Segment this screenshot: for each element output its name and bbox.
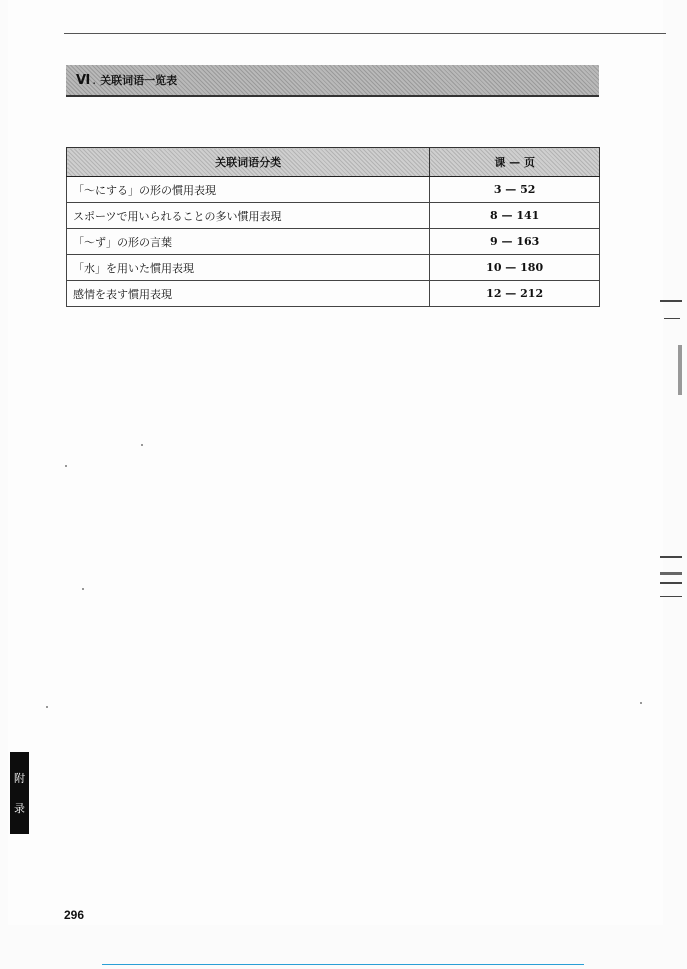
- document-page: [8, 0, 663, 925]
- scan-edge-mark: [660, 572, 682, 575]
- section-title: 关联词语一览表: [100, 74, 178, 87]
- section-banner: [66, 65, 599, 97]
- scan-edge-mark: [678, 345, 682, 395]
- table-row: [67, 255, 600, 281]
- table-row: [67, 203, 600, 229]
- index-table: [66, 147, 600, 307]
- section-separator: .: [92, 73, 97, 87]
- category-cell: 感情を表す慣用表現: [67, 281, 430, 307]
- scan-speck: [65, 465, 67, 467]
- scan-speck: [141, 444, 143, 446]
- table-row: [67, 229, 600, 255]
- table-row: [67, 177, 600, 203]
- table-header-row: [67, 148, 600, 177]
- side-tab-char: 录: [14, 802, 25, 815]
- column-header-page: 课 — 页: [430, 148, 600, 177]
- category-cell: 「〜にする」の形の慣用表現: [67, 177, 430, 203]
- side-tab-char: 附: [14, 772, 25, 785]
- scan-edge-mark: [660, 596, 682, 597]
- scan-edge-mark: [660, 556, 682, 558]
- column-header-category: 关联词语分类: [67, 148, 430, 177]
- category-cell: スポーツで用いられることの多い慣用表現: [67, 203, 430, 229]
- page-number: 296: [64, 908, 85, 922]
- scan-edge-mark: [660, 582, 682, 584]
- scan-speck: [46, 706, 48, 708]
- page-ref-cell: 12 — 212: [430, 281, 600, 307]
- appendix-side-tab: [10, 752, 29, 834]
- page-ref-cell: 8 — 141: [430, 203, 600, 229]
- scan-edge-mark: [664, 318, 680, 319]
- table-row: [67, 281, 600, 307]
- top-rule: [64, 33, 666, 34]
- page-ref-cell: 3 — 52: [430, 177, 600, 203]
- scan-edge-mark: [660, 300, 682, 302]
- scan-speck: [82, 588, 84, 590]
- bottom-accent-line: [102, 964, 584, 965]
- section-numeral: Ⅵ: [76, 72, 91, 88]
- page-ref-cell: 10 — 180: [430, 255, 600, 281]
- scan-speck: [640, 702, 642, 704]
- category-cell: 「〜ず」の形の言葉: [67, 229, 430, 255]
- category-cell: 「水」を用いた慣用表現: [67, 255, 430, 281]
- page-ref-cell: 9 — 163: [430, 229, 600, 255]
